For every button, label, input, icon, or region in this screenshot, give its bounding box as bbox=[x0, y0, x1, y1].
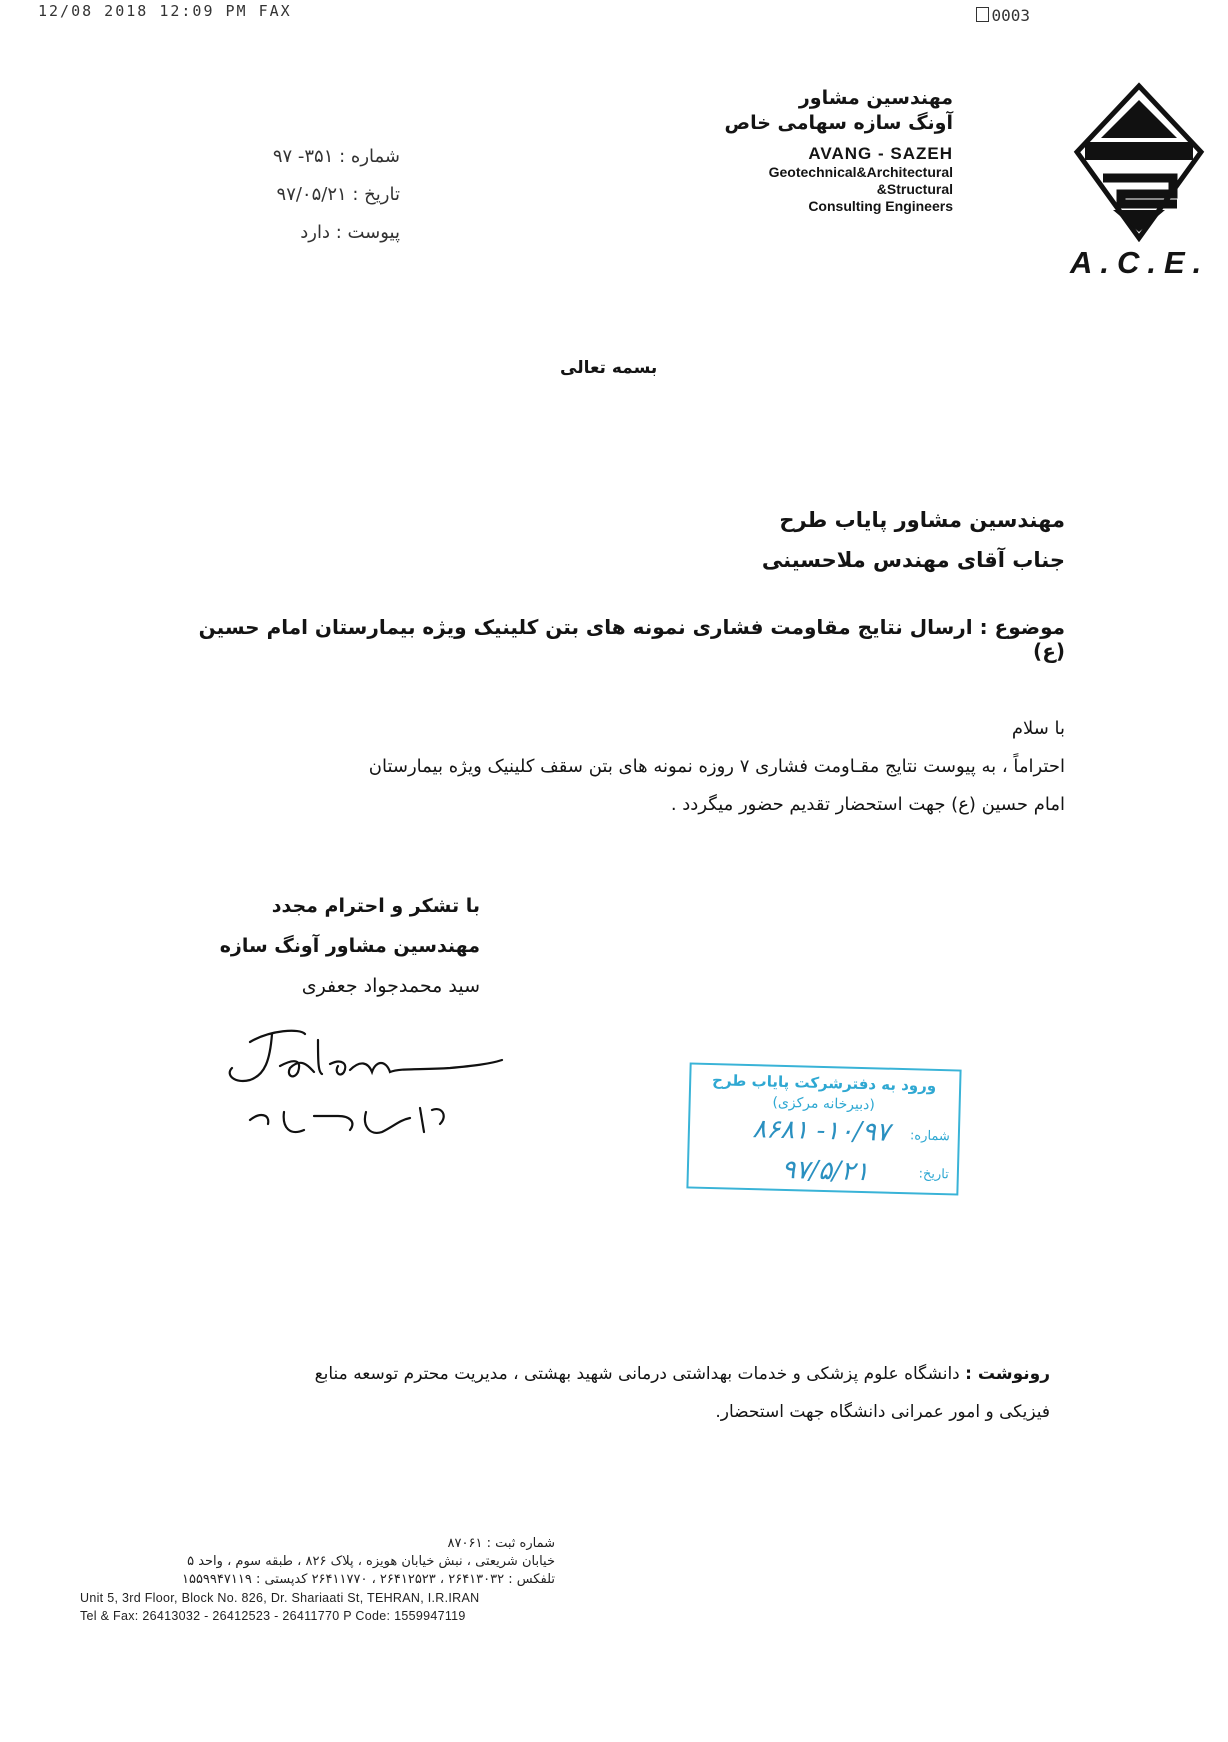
closing-line1: با تشکر و احترام مجدد bbox=[271, 895, 480, 917]
cc-line1 bbox=[170, 1355, 1050, 1393]
company-name-fa-line2: آونگ سازه سهامی خاص bbox=[724, 112, 953, 134]
closing-block bbox=[210, 886, 480, 1006]
footer-phones-fa: تلفکس : ۲۶۴۱۳۰۳۲ ، ۲۶۴۱۲۵۲۳ ، ۲۶۴۱۱۷۷۰ کدپستی : ۱۵۵۹۹۴۷۱۱۹ bbox=[181, 1572, 555, 1587]
body-paragraph-line2: امام حسین (ع) جهت استحضار تقدیم حضور میگردد . bbox=[670, 794, 1065, 815]
stamp-date-value: ۹۷/۵/۲۱ bbox=[781, 1154, 870, 1188]
stamp-number-value: ۱۰/۹۷- ۸۶۸۱ bbox=[752, 1114, 891, 1148]
cc-label: رونوشت : bbox=[965, 1364, 1050, 1384]
recipient-block bbox=[465, 500, 1065, 580]
footer-address-fa: خیابان شریعتی ، نبش خیابان هویزه ، پلاک ۸۲۶ ، طبقه سوم ، واحد ۵ bbox=[187, 1554, 555, 1569]
footer-phones-en: Tel & Fax: 26413032 - 26412523 - 26411770 P Code: 1559947119 bbox=[80, 1609, 466, 1623]
cc-text-line2: فیزیکی و امور عمرانی دانشگاه جهت استحضار. bbox=[715, 1402, 1050, 1422]
cc-text-line1: دانشگاه علوم پزشکی و خدمات بهداشتی درمانی شهید بهشتی ، مدیریت محترم توسعه منابع bbox=[314, 1364, 960, 1384]
stamp-date-label: تاریخ: bbox=[918, 1166, 950, 1183]
body-greeting: با سلام bbox=[1011, 718, 1065, 739]
signer-name: سید محمدجواد جعفری bbox=[301, 975, 480, 997]
company-name-fa-line1: مهندسین مشاور bbox=[798, 87, 953, 109]
handwritten-signature bbox=[210, 1020, 530, 1170]
bismillah-heading: بسمه تعالی bbox=[560, 358, 658, 378]
recipient-person: جناب آقای مهندس ملاحسینی bbox=[761, 548, 1065, 572]
stamp-title: ورود به دفترشرکت پایاب طرح bbox=[711, 1071, 937, 1095]
footer-registration: شماره ثبت : ۸۷۰۶۱ bbox=[447, 1536, 555, 1551]
body-paragraph-line1: احتراماً ، به پیوست نتایج مقـاومت فشاری ۷ روزه نمونه های بتن سقف کلینیک ویژه بیمارستان bbox=[368, 756, 1065, 777]
letter-subject: موضوع : ارسال نتایج مقاومت فشاری نمونه های بتن کلینیک ویژه بیمارستان امام حسین (ع) bbox=[198, 615, 1065, 663]
company-name-en: AVANG - SAZEH bbox=[808, 144, 953, 163]
closing-line2: مهندسین مشاور آونگ سازه bbox=[219, 935, 480, 957]
company-letterhead bbox=[593, 86, 953, 215]
footer-address-en: Unit 5, 3rd Floor, Block No. 826, Dr. Shariaati St, TEHRAN, I.R.IRAN bbox=[80, 1591, 480, 1605]
receipt-stamp bbox=[686, 1062, 961, 1195]
stamp-number-label: شماره: bbox=[909, 1128, 951, 1145]
reference-number: شماره : ۳۵۱- ۹۷ bbox=[272, 146, 400, 167]
company-logo-icon bbox=[1073, 82, 1205, 242]
cc-block bbox=[170, 1355, 1050, 1431]
reference-date: تاریخ : ۹۷/۰۵/۲۱ bbox=[276, 184, 400, 205]
fax-header-text: 12/08 2018 12:09 PM FAX bbox=[38, 2, 292, 20]
page-icon bbox=[976, 7, 989, 22]
stamp-subtitle: (دبیرخانه مرکزی) bbox=[772, 1094, 876, 1114]
fax-page-number-value: 0003 bbox=[991, 6, 1030, 25]
fax-page-number bbox=[976, 6, 1030, 25]
letter-footer bbox=[80, 1535, 555, 1625]
reference-attachment: پیوست : دارد bbox=[300, 222, 400, 243]
company-desc-line2: &Structural bbox=[876, 181, 953, 197]
company-desc-line3: Consulting Engineers bbox=[808, 198, 953, 214]
company-logo-abbr: A.C.E. bbox=[1070, 245, 1210, 280]
company-desc-line1: Geotechnical&Architectural bbox=[768, 164, 953, 180]
recipient-org: مهندسین مشاور پایاب طرح bbox=[779, 508, 1065, 532]
letter-body bbox=[185, 710, 1065, 824]
reference-block bbox=[200, 138, 400, 252]
